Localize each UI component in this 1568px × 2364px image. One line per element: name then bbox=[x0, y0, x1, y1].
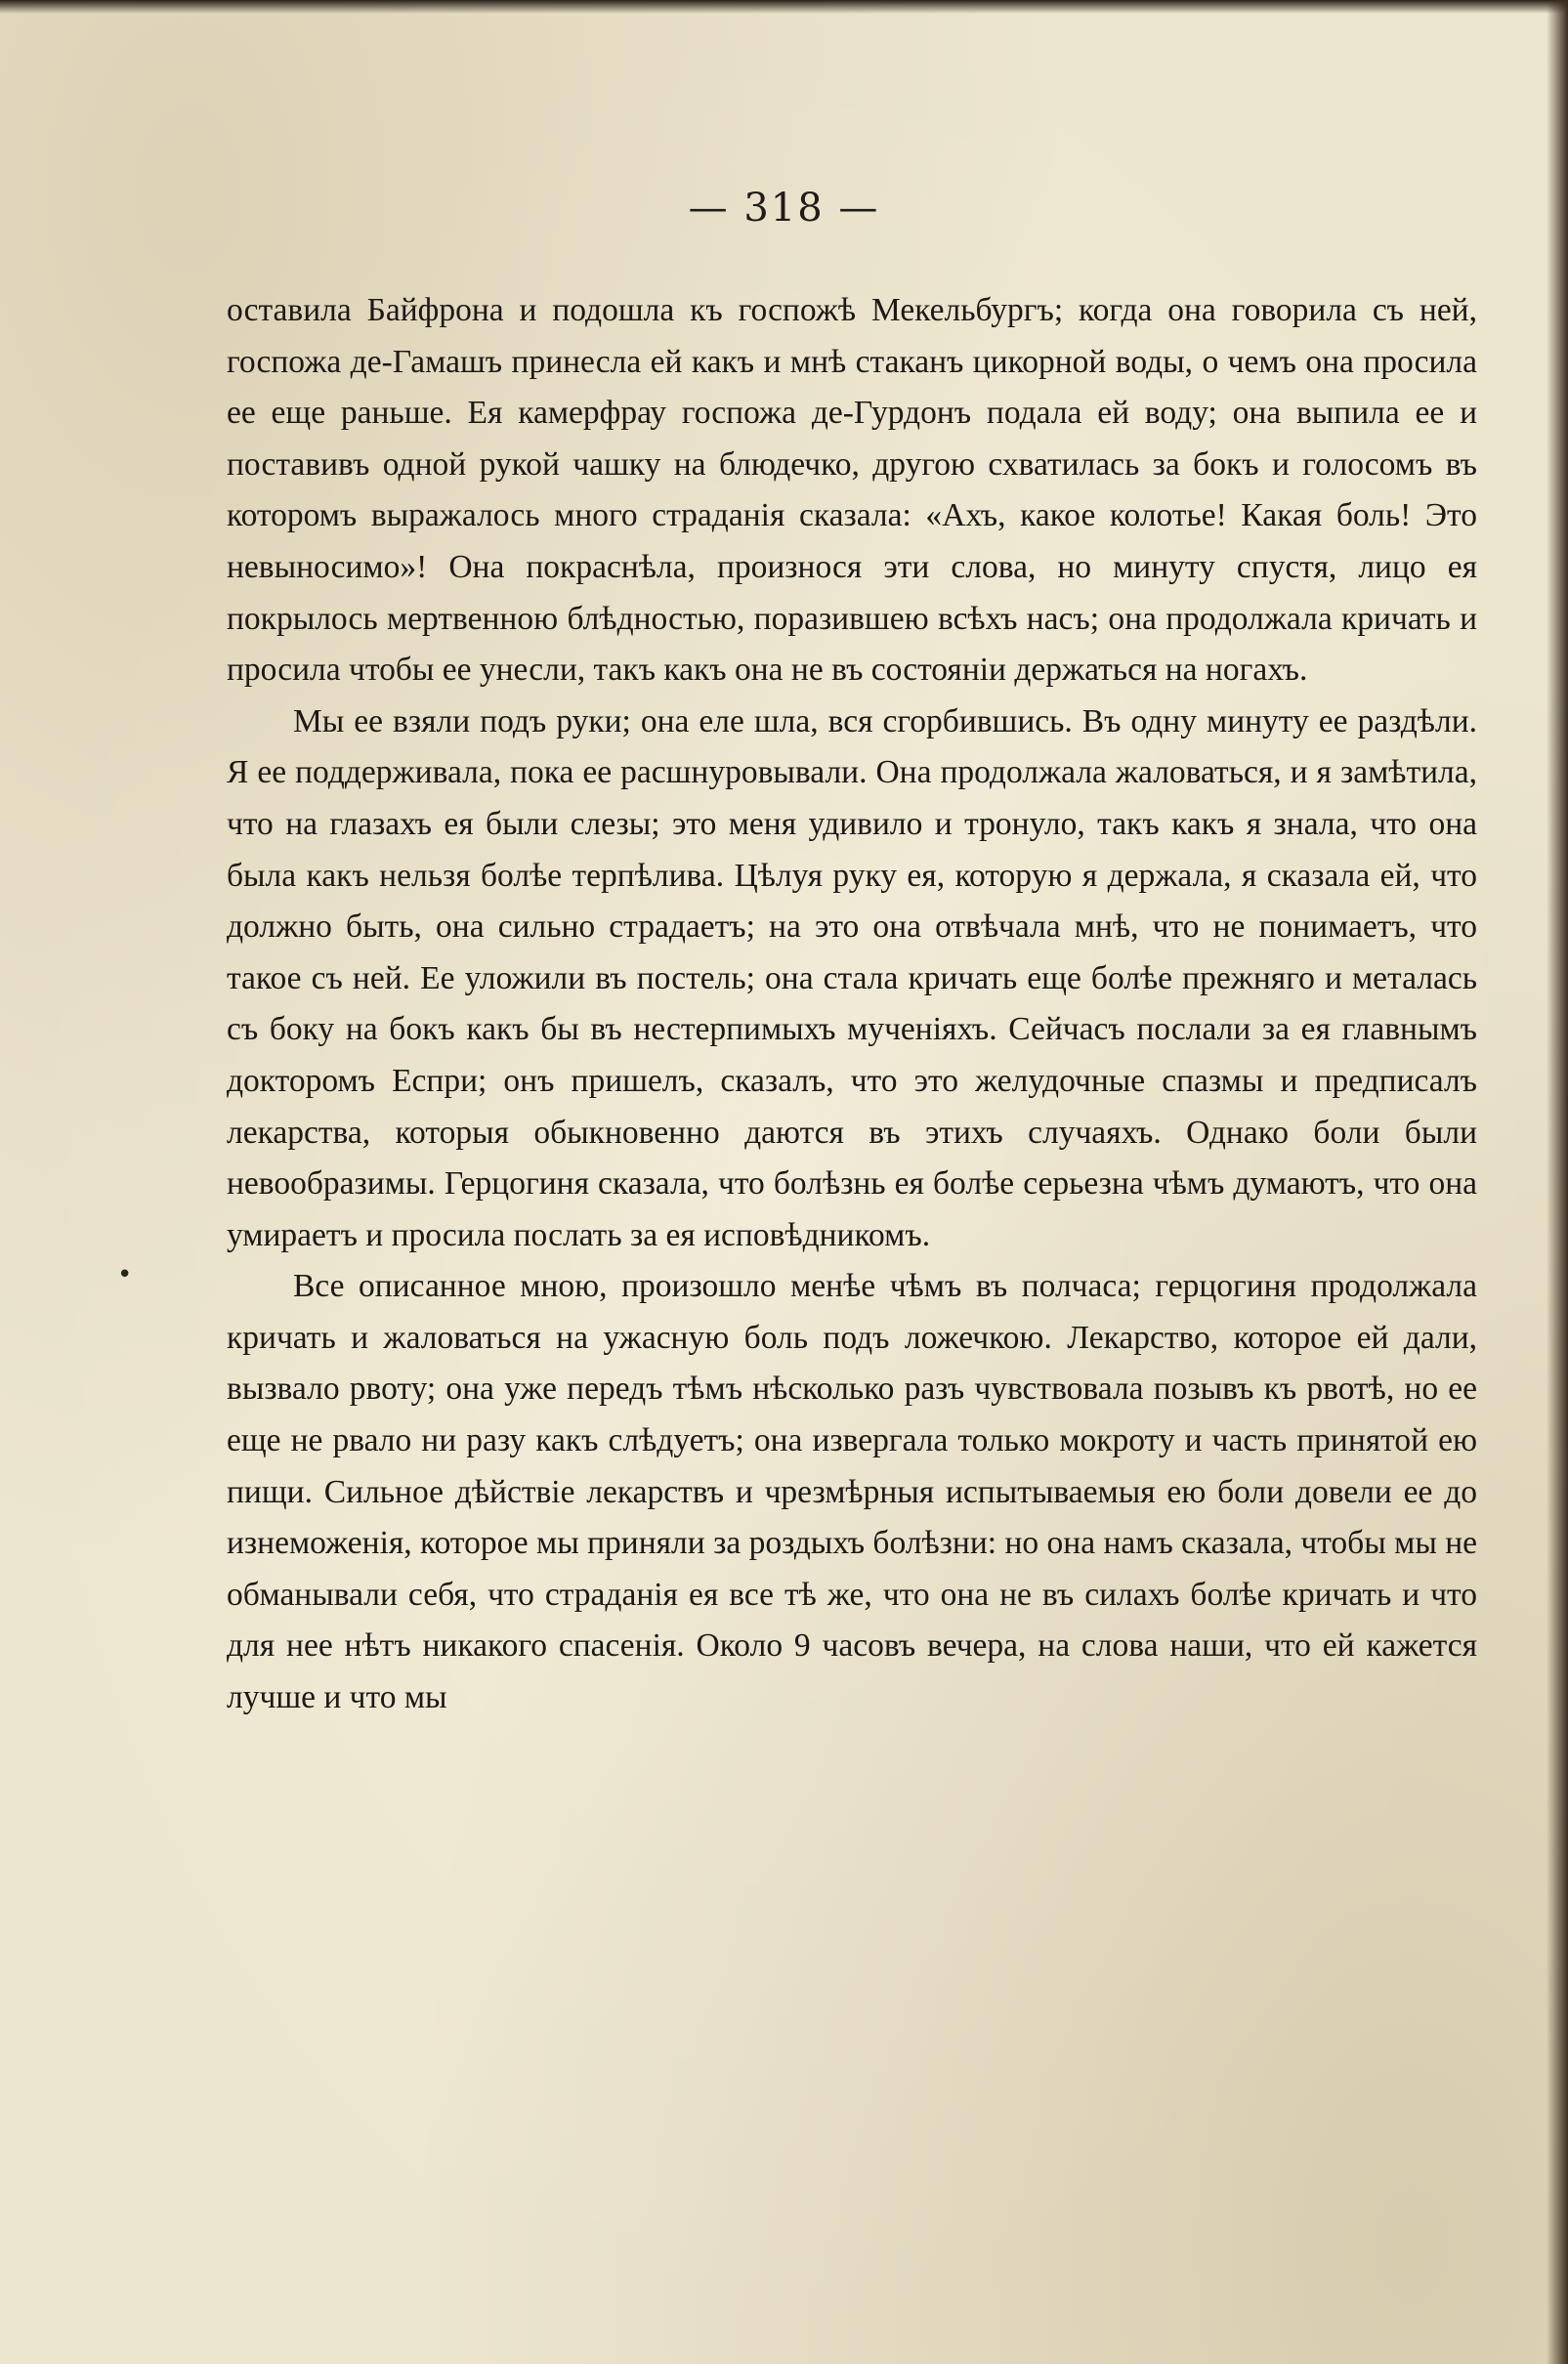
paragraph: Мы ее взяли подъ руки; она еле шла, вся сгорбившись. Въ одну минуту ее раздѣли. Я ее поддерживала, пока ее расшнуровывали. Она продолжала жаловаться, и я замѣтила, что на глазахъ ея были слезы; это меня удивило и тронуло, такъ какъ я знала, что она была какъ нельзя болѣе терпѣлива. Цѣлуя руку ея, которую я держала, я сказала ей, что должно быть, она сильно страдаетъ; на это она отвѣчала мнѣ, что не понимаетъ, что такое съ ней. Ее уложили въ постель; она стала кричать еще болѣе прежняго и металась съ боку на бокъ какъ бы въ нестерпимыхъ мученіяхъ. Сейчасъ послали за ея главнымъ докторомъ Еспри; онъ пришелъ, сказалъ, что это желудочные спазмы и предписалъ лекарства, которыя обыкновенно даются въ этихъ случаяхъ. Однако боли были невообразимы. Герцогиня сказала, что болѣзнь ея болѣе серьезна чѣмъ думаютъ, что она умираетъ и просила послать за ея исповѣдникомъ. bbox=[227, 702, 1477, 1253]
ink-speck: • bbox=[117, 1260, 133, 1289]
body-text bbox=[227, 285, 1477, 1724]
paragraph: Все описанное мною, произошло менѣе чѣмъ въ полчаса; герцогиня продолжала кричать и жаловаться на ужасную боль подъ ложечкою. Лекарство, которое ей дали, вызвало рвоту; она уже передъ тѣмъ нѣсколько разъ чувствовала позывъ къ рвотѣ, но ее еще не рвало ни разу какъ слѣдуетъ; она извергала только мокроту и часть принятой ею пищи. Сильное дѣйствіе лекарствъ и чрезмѣрныя испытываемыя ею боли довели ее до изнеможенія, которое мы приняли за роздыхъ болѣзни: но она намъ сказала, чтобы мы не обманывали себя, что страданія ея все тѣ же, что она не въ силахъ болѣе кричать и что для нее нѣтъ никакого спасенія. Около 9 часовъ вечера, на слова наши, что ей кажется лучше и что мы bbox=[227, 1268, 1477, 1716]
paragraph: оставила Байфрона и подошла къ госпожѣ Мекельбургъ; когда она говорила съ ней, госпожа де-Гамашъ принесла ей какъ и мнѣ стаканъ цикорной воды, о чемъ она просила ее еще раньше. Ея камерфрау госпожа де-Гурдонъ подала ей воду; она выпила ее и поставивъ одной рукой чашку на блюдечко, другою схватилась за бокъ и голосомъ въ которомъ выражалось много страданія сказала: «Ахъ, какое колотье! Какая боль! Это невыносимо»! Она покраснѣла, произнося эти слова, но минуту спустя, лицо ея покрылось мертвенною блѣдностью, поразившею всѣхъ насъ; она продолжала кричать и просила чтобы ее унесли, такъ какъ она не въ состояніи держаться на ногахъ. bbox=[227, 292, 1477, 689]
page-edge-shadow bbox=[1547, 0, 1568, 2364]
page-number: — 318 — bbox=[688, 186, 880, 231]
page-edge-shadow bbox=[0, 0, 1568, 14]
